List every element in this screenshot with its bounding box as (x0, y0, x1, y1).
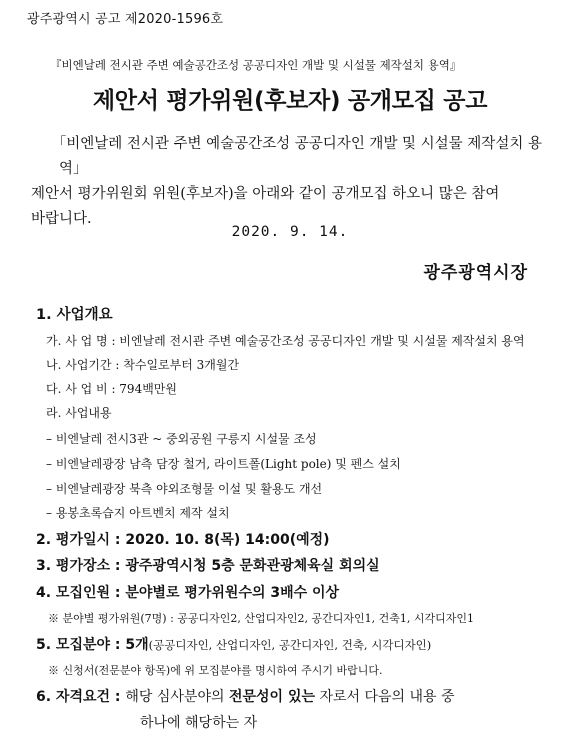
notice-date: 2020. 9. 14. (231, 224, 349, 240)
intro-line-1: ｢비엔날레 전시관 주변 예술공간조성 공공디자인 개발 및 시설물 제작설치 용역｣ (59, 136, 542, 177)
section-1-bullet: – 비엔날레광장 북측 야외조형물 이설 및 활용도 개선 (46, 482, 323, 496)
section-6-qualifications (36, 686, 455, 706)
section-3-eval-place: 3. 평가장소 : 광주광역시청 5층 문화관광체육실 회의실 (36, 558, 380, 574)
section-1-bullet: – 비엔날레광장 남측 담장 철거, 라이트폴(Light pole) 및 펜스 설치 (46, 457, 401, 471)
section-5-note: ※ 신청서(전문분야 항목)에 위 모집분야를 명시하여 주시기 바랍니다. (48, 664, 383, 677)
section-1-heading: 1. 사업개요 (36, 307, 113, 323)
project-subtitle: 『비엔날레 전시관 주변 예술공간조성 공공디자인 개발 및 시설물 제작설치 용역』 (50, 58, 462, 72)
section-4-note: ※ 분야별 평가위원(7명) : 공공디자인2, 산업디자인2, 공간디자인1, 건축1, 시각디자인1 (48, 612, 475, 625)
section-1-item: 가. 사 업 명 : 비엔날레 전시관 주변 예술공간조성 공공디자인 개발 및 시설물 제작설치 용역 (46, 334, 525, 348)
intro-line-2: 제안서 평가위원회 위원(후보자)을 아래와 같이 공개모집 하오니 많은 참여 (31, 186, 500, 202)
intro-line-3: 바랍니다. (31, 211, 92, 227)
section-1-bullet: – 용봉초록습지 아트벤치 제작 설치 (46, 506, 230, 520)
section-5-fields (36, 634, 431, 654)
section-6-emphasis: 전문성이 있는 (228, 689, 315, 705)
section-1-item: 라. 사업내용 (46, 406, 112, 420)
section-1-bullet: – 비엔날레 전시3관 ~ 중외공원 구릉지 시설물 조성 (46, 432, 317, 446)
page-title: 제안서 평가위원(후보자) 공개모집 공고 (92, 88, 488, 114)
section-4-recruit-count: 4. 모집인원 : 분야별로 평가위원수의 3배수 이상 (36, 585, 340, 601)
section-6-line-2: 하나에 해당하는 자 (140, 715, 258, 731)
section-2-eval-datetime: 2. 평가일시 : 2020. 10. 8(목) 14:00(예정) (36, 532, 330, 548)
section-6-text: 해당 심사분야의 (125, 689, 229, 705)
section-5-heading: 5. 모집분야 : 5개 (36, 637, 149, 653)
section-6-text-tail: 자로서 다음의 내용 중 (315, 689, 455, 705)
notice-number: 광주광역시 공고 제2020-1596호 (27, 12, 224, 27)
section-5-detail: (공공디자인, 산업디자인, 공간디자인, 건축, 시각디자인) (148, 638, 432, 652)
issuer: 광주광역시장 (423, 263, 528, 283)
section-1-item: 나. 사업기간 : 착수일로부터 3개월간 (46, 358, 240, 372)
section-1-item: 다. 사 업 비 : 794백만원 (46, 382, 177, 396)
intro-paragraph (31, 132, 556, 232)
section-6-heading: 6. 자격요건 : (36, 689, 121, 705)
